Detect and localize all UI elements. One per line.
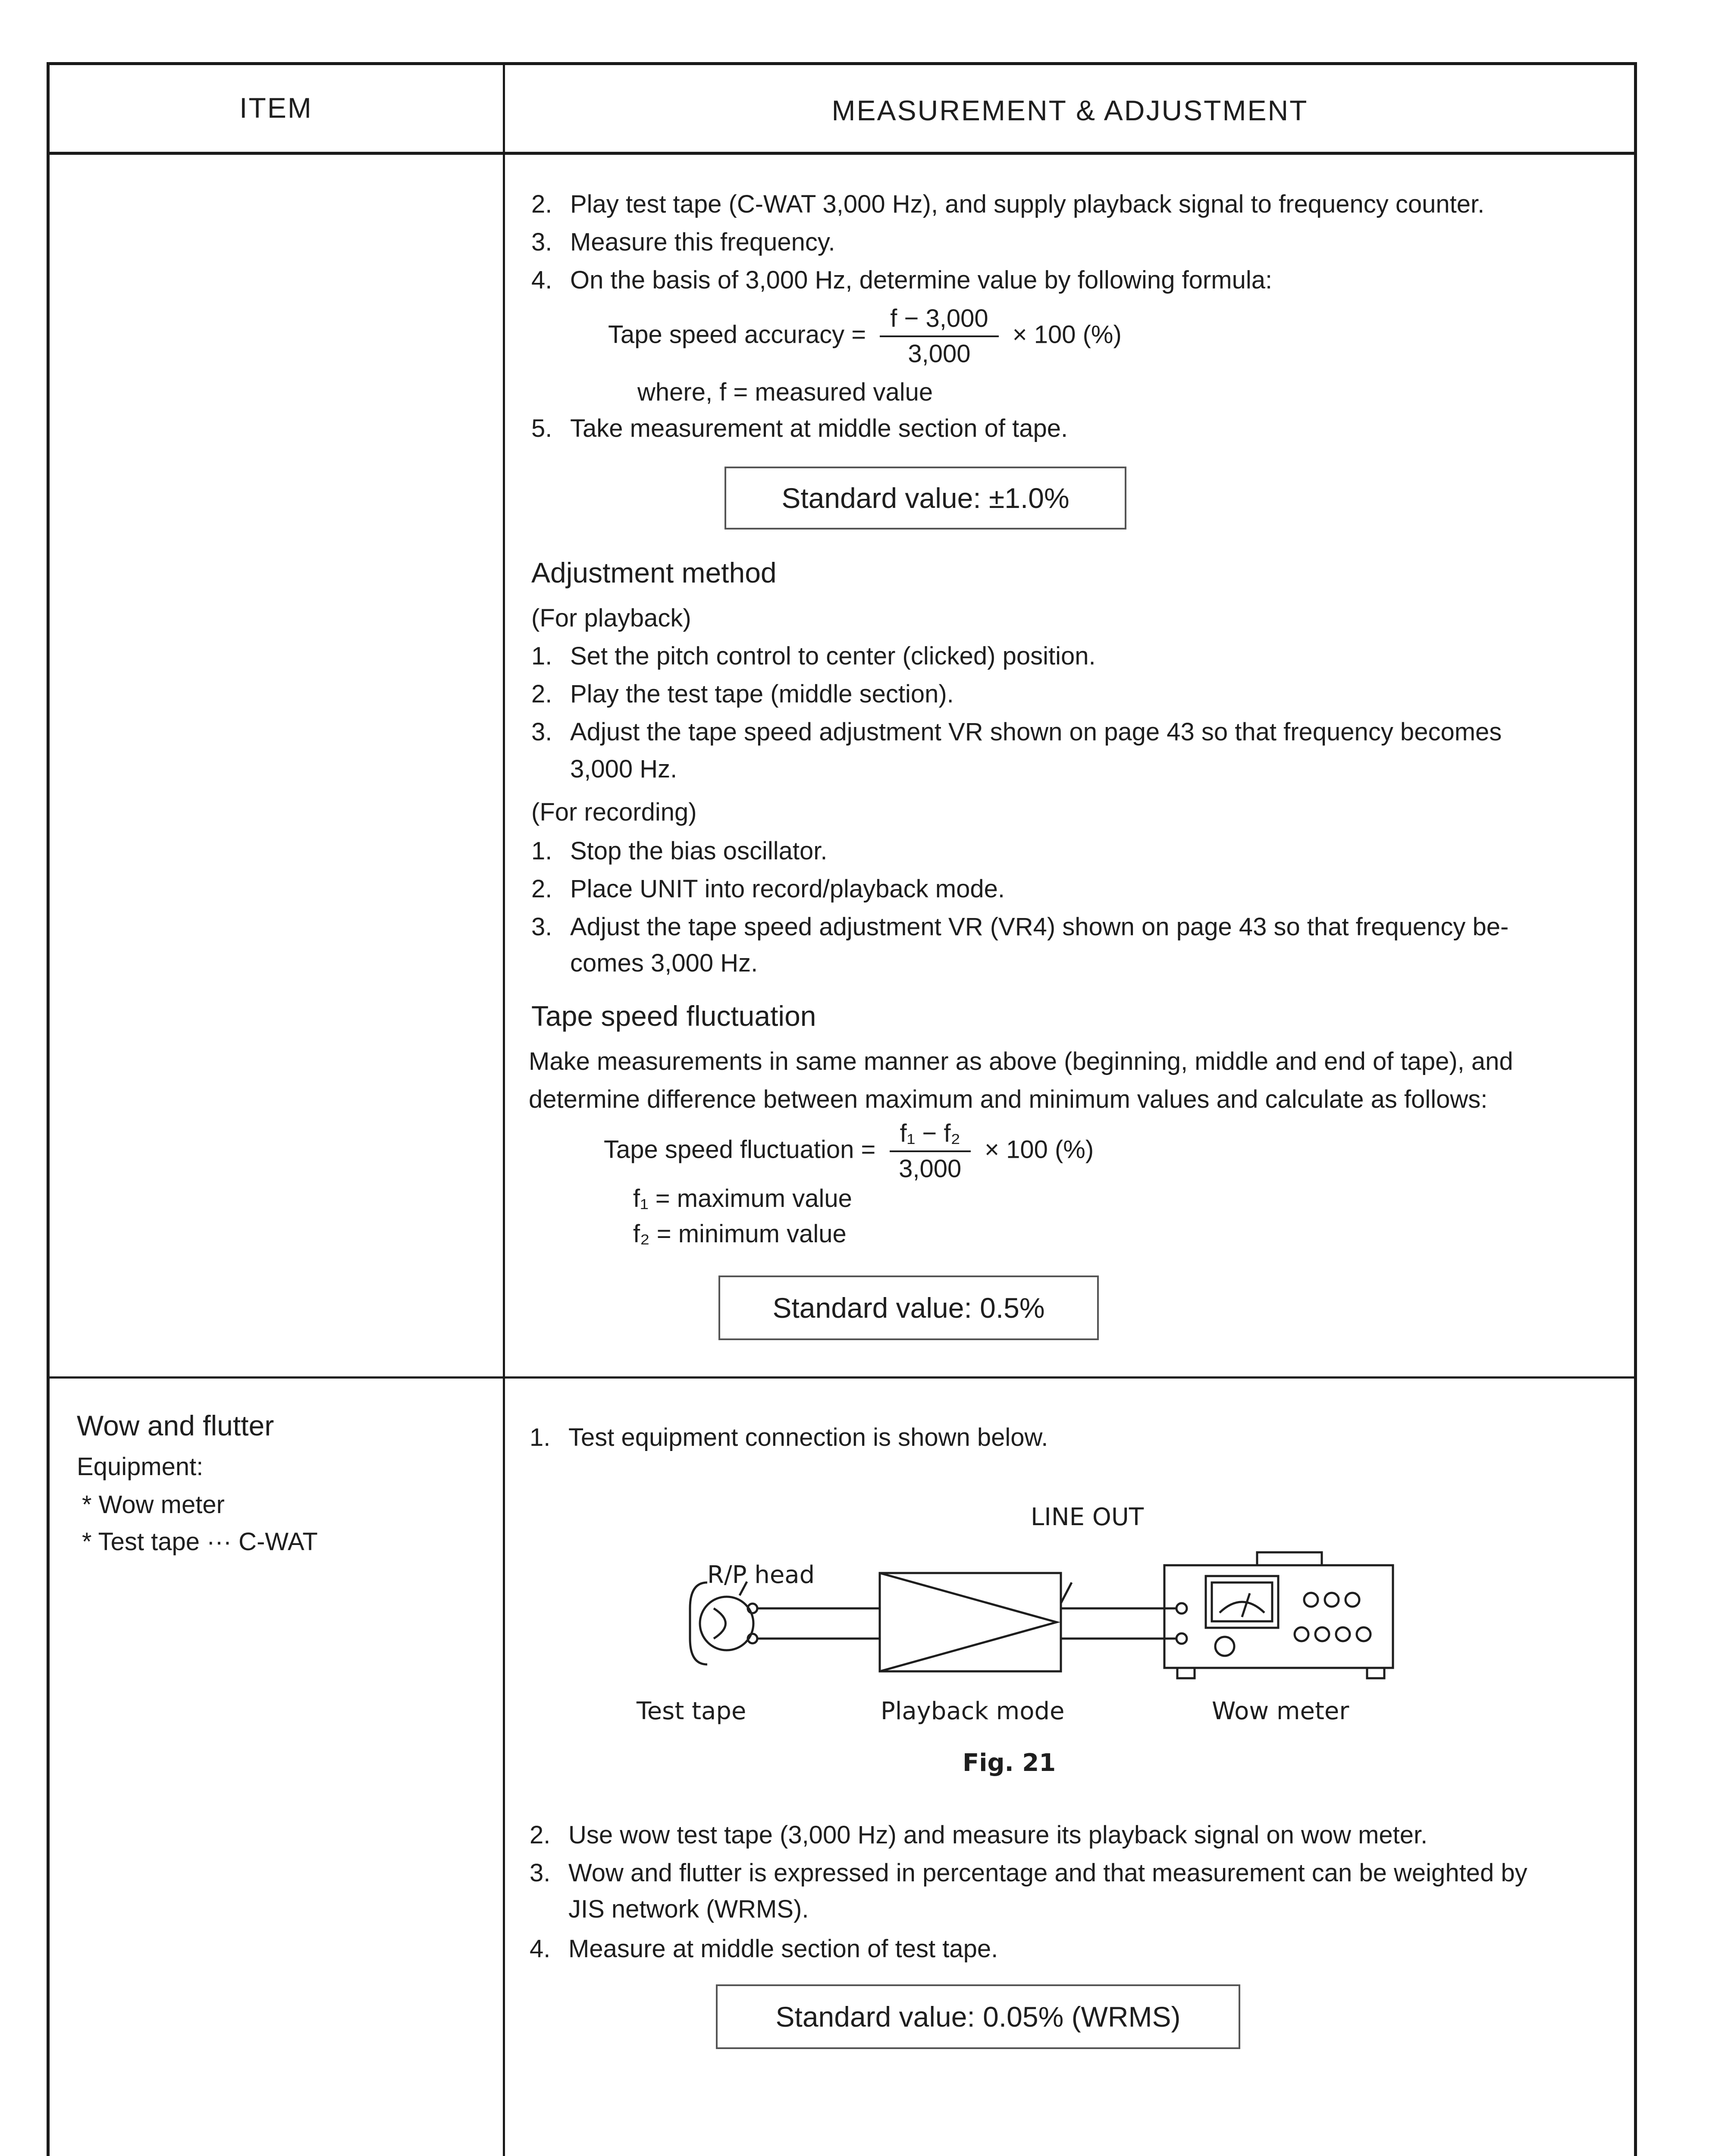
standard-value-box-3: Standard value: 0.05% (WRMS): [716, 1984, 1240, 2049]
for-playback: (For playback): [531, 604, 691, 632]
diagram-line-out-label: LINE OUT: [1031, 1503, 1144, 1531]
step-4: 4. On the basis of 3,000 Hz, determine value by following formula:: [531, 266, 1273, 294]
formula-where: where, f = measured value: [637, 378, 933, 406]
wow-flutter-title: Wow and flutter: [77, 1410, 274, 1442]
recording-step-3: 3. Adjust the tape speed adjustment VR (VR4) shown on page 43 so that frequency be-: [531, 913, 1509, 941]
figure-caption: Fig. 21: [963, 1749, 1056, 1777]
header-measurement: MEASUREMENT & ADJUSTMENT: [831, 94, 1308, 126]
wf-step-3-cont: JIS network (WRMS).: [568, 1895, 809, 1923]
recording-step-1: 1. Stop the bias oscillator.: [531, 837, 828, 865]
equipment-wow-meter: * Wow meter: [82, 1491, 225, 1519]
wf-step-4: 4. Measure at middle section of test tape.: [530, 1935, 998, 1963]
diagram-rp-head-label: R/P head: [707, 1561, 815, 1589]
adjustment-method-title: Adjustment method: [531, 557, 777, 589]
recording-step-3-cont: comes 3,000 Hz.: [570, 949, 758, 977]
equipment-label: Equipment:: [77, 1453, 204, 1481]
playback-step-3: 3. Adjust the tape speed adjustment VR shown on page 43 so that frequency becomes: [531, 718, 1502, 746]
formula-fluctuation: Tape speed fluctuation = $\frac{\text{f₁ − f₂}}{3,000}$ × 100 (%): [604, 1117, 1094, 1186]
standard-value-box-1: Standard value: ±1.0%: [724, 467, 1126, 530]
f2-definition: f₂ = minimum value: [633, 1220, 847, 1248]
fluctuation-text-2: determine difference between maximum and minimum values and calculate as follows:: [529, 1085, 1488, 1113]
header-item: ITEM: [239, 92, 313, 124]
header-divider: [47, 152, 1637, 155]
diagram-test-tape-label: Test tape: [637, 1697, 746, 1725]
diagram-playback-mode-label: Playback mode: [881, 1697, 1065, 1725]
wf-step-1: 1. Test equipment connection is shown below.: [530, 1423, 1048, 1451]
diagram-wow-meter-label: Wow meter: [1212, 1697, 1349, 1725]
f1-definition: f₁ = maximum value: [633, 1185, 852, 1213]
playback-step-1: 1. Set the pitch control to center (clicked) position.: [531, 642, 1096, 670]
wf-step-3: 3. Wow and flutter is expressed in percentage and that measurement can be weighted by: [530, 1859, 1527, 1887]
fluctuation-text-1: Make measurements in same manner as above (beginning, middle and end of tape), and: [529, 1047, 1513, 1075]
equipment-test-tape: * Test tape ··· C-WAT: [82, 1528, 318, 1556]
line-out-pointer: [1061, 1583, 1072, 1603]
step-3: 3. Measure this frequency.: [531, 228, 835, 256]
amplifier-symbol: [880, 1573, 1057, 1671]
for-recording: (For recording): [531, 798, 697, 826]
test-tape-bracket: [690, 1583, 707, 1664]
row-divider: [47, 1376, 1637, 1379]
playback-step-3-cont: 3,000 Hz.: [570, 755, 677, 783]
playback-step-2: 2. Play the test tape (middle section).: [531, 680, 954, 708]
playback-amplifier-box: [880, 1573, 1061, 1671]
wf-step-2: 2. Use wow test tape (3,000 Hz) and measure its playback signal on wow meter.: [530, 1821, 1428, 1849]
recording-step-2: 2. Place UNIT into record/playback mode.: [531, 875, 1005, 903]
step-2: 2. Play test tape (C-WAT 3,000 Hz), and supply playback signal to frequency counter.: [531, 190, 1485, 218]
step-5: 5. Take measurement at middle section of tape.: [531, 414, 1068, 442]
standard-value-box-2: Standard value: 0.5%: [718, 1275, 1099, 1340]
column-divider: [503, 62, 505, 2156]
fluctuation-title: Tape speed fluctuation: [531, 1000, 816, 1032]
formula-accuracy: Tape speed accuracy = $\frac{f - 3,000}{3,000}$ × 100 (%): [608, 302, 1122, 371]
